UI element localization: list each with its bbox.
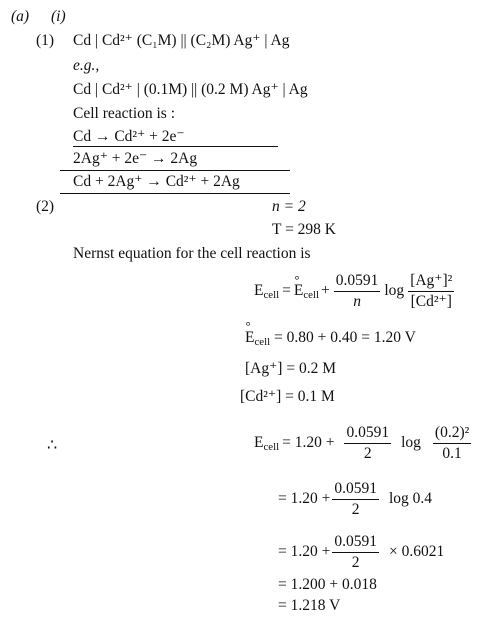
calc-lhs: Ecell [254,434,280,453]
reaction-divider-2 [60,170,290,171]
anode-reaction: Cd → Cd²⁺ + 2e⁻ [73,128,185,145]
calc-line-2-coefficient: $\frac{0.0591}{2}$ [334,480,377,518]
nernst-ratio: $\frac{\text{[Ag⁺]²}}{\text{[Cd²⁺]}}$ [410,272,453,310]
silver-concentration: [Ag⁺] = 0.2 M [245,360,336,377]
reaction-heading: Cell reaction is : [73,105,176,122]
cathode-reaction: 2Ag⁺ + 2e⁻ → 2Ag [73,150,198,167]
nernst-equation [254,273,456,309]
cadmium-concentration: [Cd²⁺] = 0.1 M [240,388,335,405]
step-1-label: (1) [36,32,55,49]
calc-line-2: = 1.20 + $\frac{0.0591}{2}$ log 0.4 [278,480,433,518]
given-temperature: T = 298 K [272,221,336,238]
cell-notation: Cd | Cd²⁺ (C₁M) || (C₂M) Ag⁺ | Ag [73,32,290,49]
reaction-divider-1 [73,146,278,147]
calc-line-1-ratio: $\frac{\text{(0.2)²}}{0.1}$ [434,424,470,462]
therefore-symbol: ∴ [47,437,58,454]
calc-line-3-coefficient: $\frac{0.0591}{2}$ [334,533,377,571]
calc-line-1-coefficient: $\frac{0.0591}{2}$ [346,424,390,462]
part-i-label: (i) [51,8,66,25]
nernst-coefficient: $\frac{0.0591}{n}$ [335,272,379,310]
calc-result: = 1.218 V [278,597,341,614]
calc-line-1: Ecell = 1.20 + $\frac{0.0591}{2}$ log $\frac{\text{(0.2)²}}{0.1}$ [254,424,470,462]
given-n: n = 2 [272,198,306,215]
nernst-heading: Nernst equation for the cell reaction is [73,245,311,262]
nernst-lhs: Ecell [254,282,280,301]
calc-line-3: = 1.20 + $\frac{0.0591}{2}$ × 0.6021 [278,533,445,571]
reaction-divider-3 [60,193,290,194]
calc-line-4: = 1.200 + 0.018 [278,576,377,593]
step-2-label: (2) [36,198,55,215]
nernst-e0: ° Ecell [294,283,319,299]
eg-label: e.g., [73,57,100,74]
nernst-plus: + [321,282,330,300]
part-a-label: (a) [11,8,30,25]
nernst-equals: = [282,282,291,300]
nernst-log: log [384,282,405,300]
standard-potential: ° Ecell = 0.80 + 0.40 = 1.20 V [245,330,416,346]
overall-reaction: Cd + 2Ag⁺ → Cd²⁺ + 2Ag [73,173,240,190]
cell-notation-example: Cd | Cd²⁺ | (0.1M) || (0.2 M) Ag⁺ | Ag [73,81,308,98]
